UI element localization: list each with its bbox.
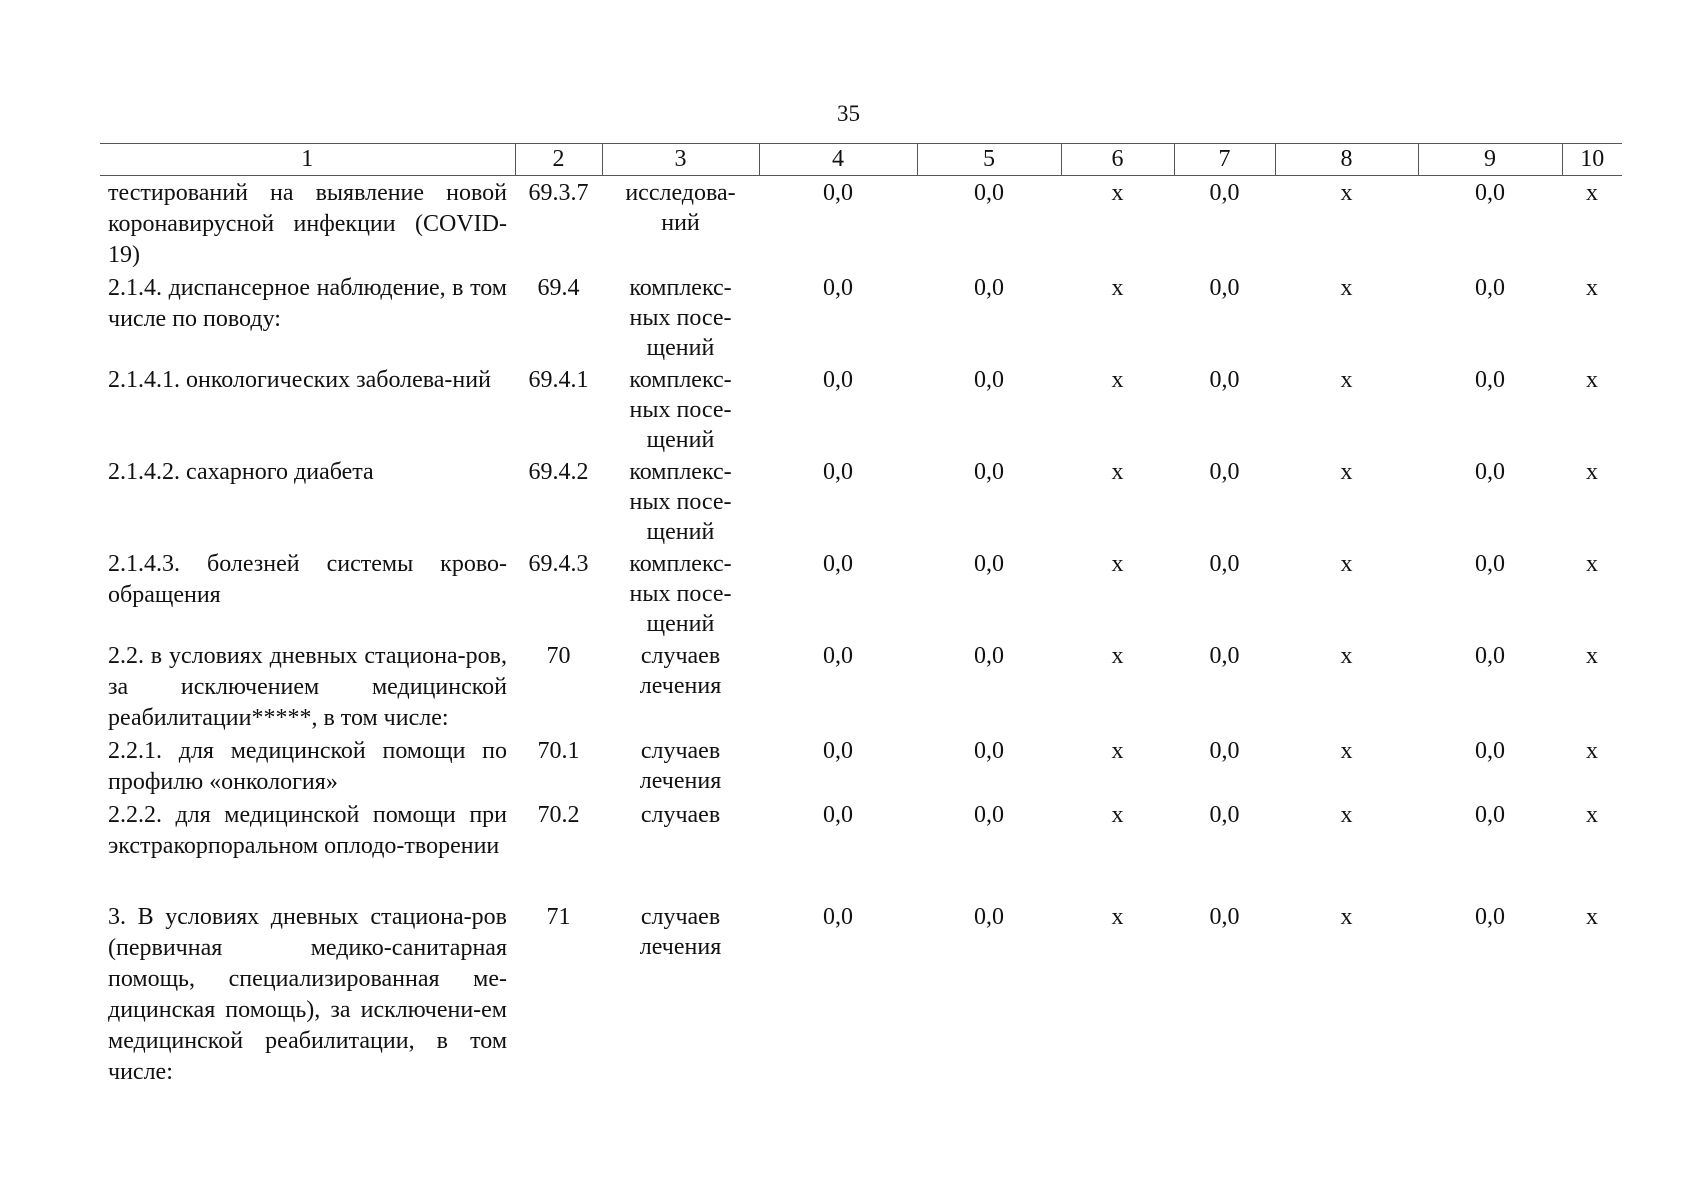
row-unit: случаев лечения	[639, 643, 722, 699]
column-header-9: 9	[1418, 144, 1562, 176]
row-value-9: 0,0	[1475, 643, 1505, 669]
column-header-3: 3	[602, 144, 759, 176]
row-code: 69.4	[537, 275, 580, 301]
row-name: 2.1.4.3. болезней системы крово-обращения	[108, 551, 507, 608]
table-row	[100, 862, 1622, 1088]
column-header-5: 5	[917, 144, 1061, 176]
row-value-7: 0,0	[1209, 802, 1240, 828]
row-value-8: х	[1340, 904, 1353, 930]
row-value-10: х	[1586, 551, 1598, 577]
row-value-7: 0,0	[1209, 551, 1240, 577]
row-value-5: 0,0	[974, 802, 1004, 828]
row-name: 2.2.1. для медицинской помощи по профилю «онкология»	[108, 738, 507, 795]
row-unit: случаев лечения	[639, 738, 722, 794]
row-name: тестирований на выявление новой коронавирусной инфекции (COVID-19)	[108, 180, 507, 268]
row-unit: комплекс- ных посе- щений	[629, 275, 732, 361]
row-value-9: 0,0	[1475, 738, 1505, 764]
row-value-6: х	[1111, 275, 1124, 301]
row-value-7: 0,0	[1209, 367, 1240, 393]
row-value-8: х	[1340, 459, 1353, 485]
row-unit: случаев	[640, 802, 721, 828]
row-value-4: 0,0	[823, 904, 853, 930]
row-code: 71	[546, 904, 571, 930]
column-header-7: 7	[1174, 144, 1275, 176]
row-value-4: 0,0	[823, 643, 853, 669]
row-name: 2.1.4. диспансерное наблюдение, в том числе по поводу:	[108, 275, 507, 332]
table-row	[100, 734, 1622, 798]
row-value-10: х	[1586, 802, 1598, 828]
row-value-5: 0,0	[974, 180, 1004, 206]
row-value-6: х	[1111, 459, 1124, 485]
row-value-4: 0,0	[823, 738, 853, 764]
column-header-10: 10	[1562, 144, 1622, 176]
row-code: 69.4.1	[528, 367, 589, 393]
row-name: 2.1.4.2. сахарного диабета	[108, 459, 374, 485]
table-row	[100, 798, 1622, 862]
row-value-7: 0,0	[1209, 275, 1240, 301]
row-value-6: х	[1111, 904, 1124, 930]
row-unit: комплекс- ных посе- щений	[629, 459, 732, 545]
row-code: 70.2	[537, 802, 580, 828]
row-name: 2.1.4.1. онкологических заболева-ний	[108, 367, 491, 393]
row-name: 2.2.2. для медицинской помощи при экстракорпоральном оплодо-творении	[108, 802, 507, 859]
row-code: 69.4.3	[528, 551, 589, 577]
row-value-4: 0,0	[823, 367, 853, 393]
row-unit: комплекс- ных посе- щений	[629, 551, 732, 637]
row-value-5: 0,0	[974, 551, 1004, 577]
column-header-4: 4	[759, 144, 917, 176]
row-value-9: 0,0	[1475, 459, 1505, 485]
row-value-5: 0,0	[974, 904, 1004, 930]
table-row	[100, 547, 1622, 639]
row-value-4: 0,0	[823, 551, 853, 577]
column-header-2: 2	[515, 144, 602, 176]
row-value-6: х	[1111, 551, 1124, 577]
row-value-10: х	[1586, 180, 1598, 206]
row-code: 69.4.2	[528, 459, 589, 485]
row-value-9: 0,0	[1475, 802, 1505, 828]
row-value-9: 0,0	[1475, 904, 1505, 930]
row-name: 3. В условиях дневных стациона-ров (первичная медико-санитарная помощь, специализированная ме-дицинская помощь), за исключени-ем медицинской реабилитации, в том числе:	[108, 904, 507, 1085]
row-value-10: х	[1586, 459, 1598, 485]
row-value-6: х	[1111, 367, 1124, 393]
row-unit: случаев лечения	[639, 904, 722, 960]
row-value-10: х	[1586, 904, 1598, 930]
row-value-5: 0,0	[974, 367, 1004, 393]
column-header-8: 8	[1275, 144, 1418, 176]
row-value-9: 0,0	[1475, 180, 1505, 206]
row-value-8: х	[1340, 367, 1353, 393]
row-value-5: 0,0	[974, 738, 1004, 764]
row-value-6: х	[1111, 643, 1124, 669]
row-unit: исследова- ний	[625, 180, 736, 236]
row-value-5: 0,0	[974, 275, 1004, 301]
row-value-6: х	[1111, 738, 1124, 764]
row-value-10: х	[1586, 367, 1598, 393]
row-value-9: 0,0	[1475, 551, 1505, 577]
column-header-6: 6	[1061, 144, 1174, 176]
row-value-4: 0,0	[823, 275, 853, 301]
row-code: 69.3.7	[528, 180, 589, 206]
row-value-4: 0,0	[823, 180, 853, 206]
row-value-8: х	[1340, 802, 1353, 828]
table-row	[100, 271, 1622, 363]
table-row	[100, 176, 1622, 272]
row-value-6: х	[1111, 180, 1124, 206]
row-value-8: х	[1340, 643, 1353, 669]
row-value-5: 0,0	[974, 459, 1004, 485]
row-value-9: 0,0	[1475, 275, 1505, 301]
row-value-7: 0,0	[1209, 738, 1240, 764]
row-value-10: х	[1586, 275, 1598, 301]
row-value-10: х	[1586, 643, 1598, 669]
row-value-6: х	[1111, 802, 1124, 828]
table-row	[100, 363, 1622, 455]
row-value-9: 0,0	[1475, 367, 1505, 393]
row-code: 70	[546, 643, 571, 669]
page-number: 35	[837, 101, 860, 126]
row-value-5: 0,0	[974, 643, 1004, 669]
row-value-7: 0,0	[1209, 904, 1240, 930]
table-row	[100, 639, 1622, 734]
row-value-8: х	[1340, 275, 1353, 301]
indicators-table	[100, 143, 1622, 1088]
row-unit: комплекс- ных посе- щений	[629, 367, 732, 453]
row-code: 70.1	[537, 738, 580, 764]
row-value-7: 0,0	[1209, 459, 1240, 485]
row-value-8: х	[1340, 180, 1353, 206]
table-row	[100, 455, 1622, 547]
row-name: 2.2. в условиях дневных стациона-ров, за исключением медицинской реабилитации*****, в том числе:	[108, 643, 507, 731]
row-value-4: 0,0	[823, 459, 853, 485]
row-value-4: 0,0	[823, 802, 853, 828]
row-value-7: 0,0	[1209, 643, 1240, 669]
row-value-10: х	[1586, 738, 1598, 764]
row-value-7: 0,0	[1209, 180, 1240, 206]
row-value-8: х	[1340, 738, 1353, 764]
header-row	[100, 144, 1622, 176]
column-header-1: 1	[100, 144, 515, 176]
row-value-8: х	[1340, 551, 1353, 577]
